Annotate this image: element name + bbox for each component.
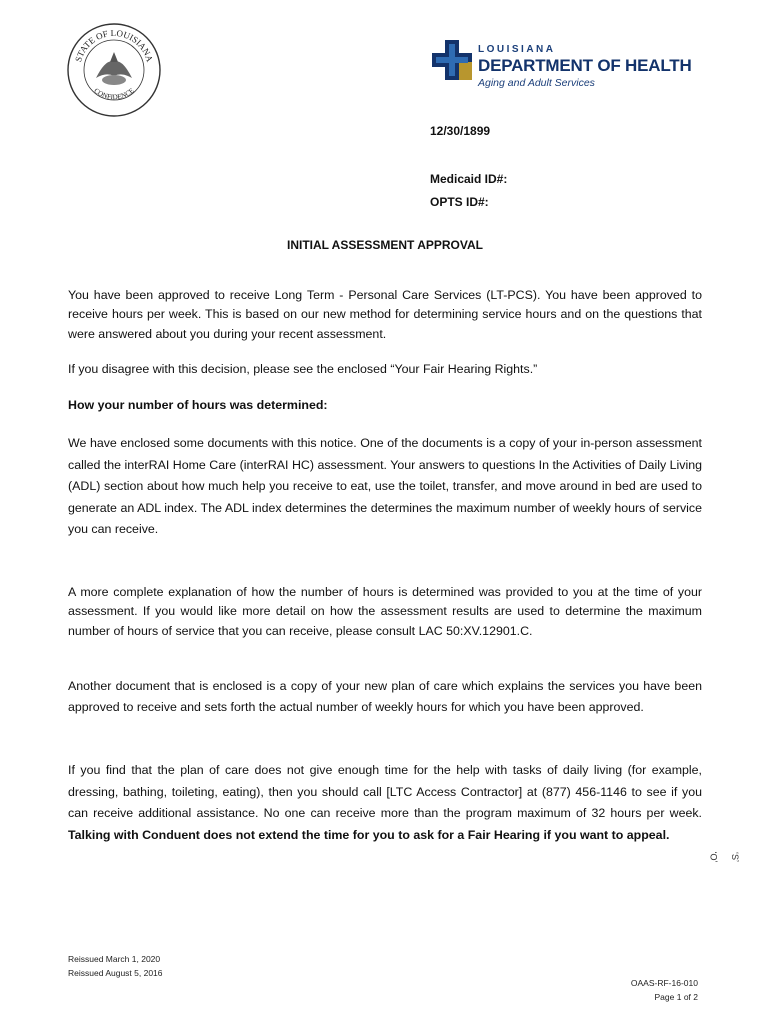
- disagree-paragraph: If you disagree with this decision, please see the enclosed “Your Fair Hearing Rights.”: [68, 362, 538, 376]
- logo-office-name: Aging and Adult Services: [478, 77, 595, 89]
- side-mark-2: ʻSʼ: [730, 851, 741, 863]
- plan-of-care-paragraph: Another document that is enclosed is a copy of your new plan of care which explains the services you have been approved to receive and sets forth the actual number of weekly hours for which you have been approved.: [68, 679, 702, 714]
- hours-heading: How your number of hours was determined:: [68, 398, 328, 412]
- state-seal: [66, 22, 162, 118]
- health-cross-icon: [432, 40, 472, 80]
- letter-title: INITIAL ASSESSMENT APPROVAL: [286, 238, 484, 252]
- fair-hearing-notice: Talking with Conduent does not extend the time for you to ask for a Fair Hearing if you want to appeal.: [68, 827, 670, 842]
- approval-paragraph: You have been approved to receive Long Term - Personal Care Services (LT-PCS). You have been approved to receive hours per week. This is based on our new method for determining service hours and on the questions that were answered about you during your recent assessment.: [68, 288, 702, 341]
- opts-id-label: OPTS ID#:: [430, 195, 489, 209]
- explanation-paragraph: A more complete explanation of how the number of hours is determined was provided to you at the time of your assessment. If you would like more detail on how the assessment results are used to determine the maximum number of hours of service that you can receive, please consult LAC 50:XV.12901.C.: [68, 585, 702, 638]
- contact-paragraph: [68, 760, 702, 846]
- page-number: Page 1 of 2: [654, 992, 698, 1002]
- letter-date: 12/30/1899: [430, 124, 491, 138]
- seal-bottom-text: CONFIDENCE: [92, 86, 136, 102]
- side-mark-1: ʻOʼ: [708, 851, 719, 863]
- seal-top-text: STATE OF LOUISIANA: [73, 27, 155, 64]
- form-id: OAAS-RF-16-010: [630, 978, 698, 988]
- contact-text: If you find that the plan of care does not give enough time for the help with tasks of daily living (for example, dressing, bathing, toileting, eating), then you should call [LTC Access Contractor] at (877) 456-1146 to see if you can receive additional assistance. No one can receive more than the program maximum of 32 hours per week.: [68, 763, 702, 821]
- logo-department-name: DEPARTMENT OF HEALTH: [478, 56, 692, 75]
- department-logo: [432, 40, 712, 90]
- reissued-date-1: Reissued March 1, 2020: [68, 954, 161, 964]
- svg-text:CONFIDENCE: [92, 87, 135, 102]
- reissued-date-2: Reissued August 5, 2016: [68, 968, 163, 978]
- logo-state-name: LOUISIANA: [478, 44, 556, 55]
- assessment-paragraph: We have enclosed some documents with this notice. One of the documents is a copy of your in-person assessment called the interRAI Home Care (interRAI HC) assessment. Your answers to questions In the Activities of Daily Living (ADL) section about how much help you receive to eat, use the toilet, transfer, and move around in bed are used to generate an ADL index. The ADL index determines the determines the maximum number of weekly hours of service you can receive.: [68, 436, 702, 537]
- medicaid-id-label: Medicaid ID#:: [430, 172, 508, 186]
